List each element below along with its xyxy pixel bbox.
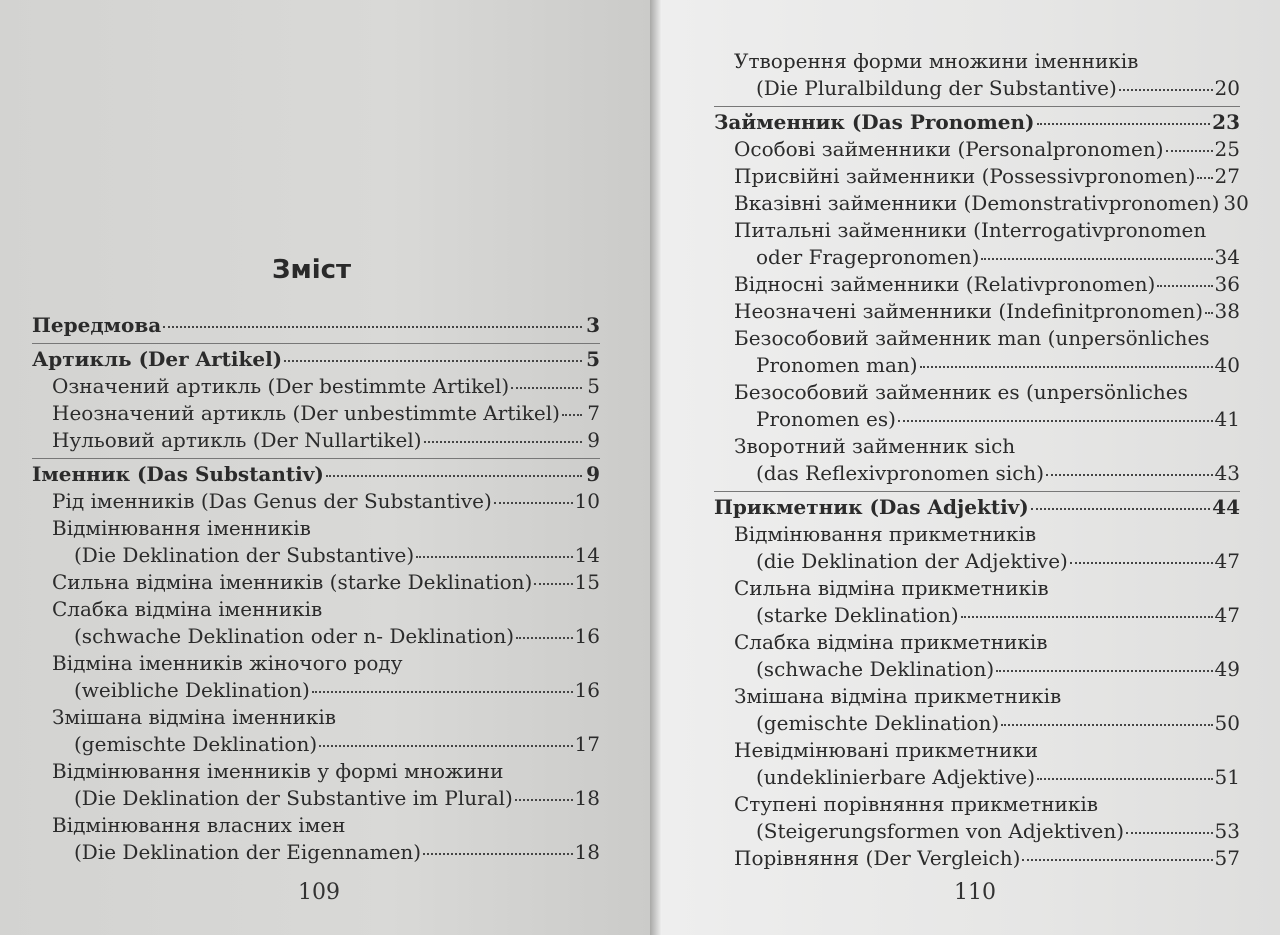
toc-entry-label: Вказівні займенники (Demonstrativpronomen) — [734, 191, 1220, 215]
toc-leader-dots — [319, 745, 572, 747]
toc-entry — [32, 488, 600, 515]
toc-entry-page: 5 — [587, 374, 600, 398]
toc-entry — [714, 602, 1240, 629]
toc-entry — [714, 575, 1240, 602]
toc-entry-label: (Die Deklination der Eigennamen) — [74, 840, 422, 864]
toc-entry-label: Рід іменників (Das Genus der Substantive) — [52, 489, 492, 513]
toc-entry-label: Передмова — [32, 313, 162, 337]
right-page — [662, 0, 1280, 935]
toc-leader-dots — [1166, 150, 1213, 152]
toc-entry-label: Сильна відміна прикметників — [734, 576, 1049, 600]
toc-entry — [714, 271, 1240, 298]
toc-entry-label: Ступені порівняння прикметників — [734, 792, 1099, 816]
toc-entry — [714, 433, 1240, 460]
toc-entry — [32, 569, 600, 596]
toc-entry-label: Pronomen es) — [756, 407, 896, 431]
toc-entry — [714, 190, 1249, 217]
toc-leader-dots — [326, 475, 582, 477]
toc-entry-label: (undeklinierbare Adjektive) — [756, 765, 1036, 789]
toc-entry — [32, 596, 600, 623]
toc-entry — [714, 298, 1240, 325]
toc-entry — [714, 764, 1240, 791]
toc-entry — [714, 75, 1240, 102]
toc-entry-page: 23 — [1212, 110, 1240, 134]
toc-entry — [714, 460, 1240, 487]
toc-leader-dots — [516, 637, 572, 639]
toc-entry-page: 27 — [1214, 164, 1240, 188]
toc-entry — [714, 379, 1240, 406]
toc-entry-label: Слабка відміна прикметників — [734, 630, 1048, 654]
toc-entry-page: 30 — [1223, 191, 1249, 215]
toc-entry — [32, 677, 600, 704]
toc-entry — [32, 427, 600, 454]
toc-entry-page: 53 — [1214, 819, 1240, 843]
toc-entry-label: (starke Deklination) — [756, 603, 959, 627]
toc-leader-dots — [515, 799, 573, 801]
toc-leader-dots — [423, 853, 572, 855]
toc-entry-label: Безособовий займенник man (unpersönliches — [734, 326, 1210, 350]
toc-entry-label: Відмінювання прикметників — [734, 522, 1037, 546]
toc-entry — [714, 163, 1240, 190]
toc-entry-page: 41 — [1214, 407, 1240, 431]
toc-entry-label: Питальні займенники (Interrogativpronomen — [734, 218, 1207, 242]
toc-entry — [714, 845, 1240, 872]
toc-list-left — [32, 312, 600, 866]
toc-leader-dots — [511, 387, 582, 389]
toc-entry-page: 57 — [1214, 846, 1240, 870]
toc-leader-dots — [1046, 474, 1212, 476]
toc-entry-page: 40 — [1214, 353, 1240, 377]
toc-entry-label: Іменник (Das Substantiv) — [32, 462, 324, 486]
toc-entry — [32, 373, 600, 400]
toc-entry-page: 44 — [1212, 495, 1240, 519]
toc-leader-dots — [562, 414, 582, 416]
toc-entry-page: 47 — [1214, 603, 1240, 627]
toc-entry-page: 20 — [1214, 76, 1240, 100]
toc-entry — [32, 812, 600, 839]
toc-entry — [714, 244, 1240, 271]
toc-entry-label: Прикметник (Das Adjektiv) — [714, 495, 1029, 519]
toc-entry-label: Утворення форми множини іменників — [734, 49, 1139, 73]
toc-entry — [714, 710, 1240, 737]
toc-entry — [714, 406, 1240, 433]
toc-entry-page: 7 — [587, 401, 600, 425]
toc-entry-page: 9 — [586, 462, 600, 486]
toc-leader-dots — [1031, 508, 1210, 510]
toc-entry-label: (schwache Deklination) — [756, 657, 995, 681]
toc-leader-dots — [494, 502, 573, 504]
toc-entry — [714, 737, 1240, 764]
toc-entry — [32, 343, 600, 373]
toc-entry-label: Неозначені займенники (Indefinitpronomen) — [734, 299, 1204, 323]
toc-entry-label: (weibliche Deklination) — [74, 678, 310, 702]
toc-entry — [32, 623, 600, 650]
toc-entry — [32, 839, 600, 866]
page-number-right: 110 — [954, 880, 996, 905]
toc-entry — [32, 650, 600, 677]
toc-entry-page: 18 — [574, 840, 600, 864]
toc-entry-label: Безособовий займенник es (unpersönliches — [734, 380, 1188, 404]
toc-entry-page: 34 — [1214, 245, 1240, 269]
toc-entry-label: (Die Deklination der Substantive) — [74, 543, 415, 567]
toc-leader-dots — [1126, 832, 1212, 834]
toc-entry — [714, 136, 1240, 163]
toc-entry-label: (gemischte Deklination) — [74, 732, 318, 756]
page-number-left: 109 — [298, 880, 340, 905]
toc-entry-page: 50 — [1214, 711, 1240, 735]
toc-entry-label: Займенник (Das Pronomen) — [714, 110, 1035, 134]
book-gutter — [650, 0, 662, 935]
toc-entry-page: 18 — [574, 786, 600, 810]
toc-list-right — [714, 48, 1249, 872]
toc-leader-dots — [1205, 312, 1213, 314]
toc-entry-label: (das Reflexivpronomen sich) — [756, 461, 1045, 485]
toc-entry — [714, 48, 1240, 75]
toc-entry — [714, 818, 1240, 845]
toc-entry — [714, 791, 1240, 818]
toc-entry-page: 15 — [574, 570, 600, 594]
toc-entry-page: 3 — [586, 313, 600, 337]
toc-leader-dots — [312, 691, 573, 693]
toc-leader-dots — [1070, 562, 1213, 564]
toc-entry — [714, 352, 1240, 379]
toc-entry-label: Сильна відміна іменників (starke Deklination) — [52, 570, 533, 594]
toc-leader-dots — [163, 326, 582, 328]
toc-entry-label: Відміна іменників жіночого роду — [52, 651, 403, 675]
toc-entry-label: Зворотний займенник sich — [734, 434, 1016, 458]
toc-entry-page: 14 — [574, 543, 600, 567]
toc-entry-label: Змішана відміна прикметників — [734, 684, 1062, 708]
toc-entry-page: 36 — [1214, 272, 1240, 296]
toc-entry-page: 51 — [1214, 765, 1240, 789]
toc-leader-dots — [898, 420, 1213, 422]
toc-leader-dots — [1001, 724, 1212, 726]
toc-entry-label: (Die Pluralbildung der Substantive) — [756, 76, 1117, 100]
toc-entry-label: Відмінювання іменників у формі множини — [52, 759, 504, 783]
toc-leader-dots — [1157, 285, 1212, 287]
toc-entry-page: 38 — [1214, 299, 1240, 323]
toc-leader-dots — [534, 583, 572, 585]
toc-title: Зміст — [272, 255, 352, 285]
toc-entry-label: Слабка відміна іменників — [52, 597, 323, 621]
toc-entry — [32, 542, 600, 569]
toc-entry — [32, 458, 600, 488]
toc-entry-label: (Die Deklination der Substantive im Plural) — [74, 786, 513, 810]
toc-entry-label: (die Deklination der Adjektive) — [756, 549, 1068, 573]
toc-leader-dots — [1197, 177, 1212, 179]
toc-leader-dots — [1022, 859, 1212, 861]
toc-entry — [32, 731, 600, 758]
toc-entry-page: 5 — [586, 347, 600, 371]
toc-leader-dots — [284, 360, 582, 362]
toc-entry-page: 25 — [1214, 137, 1240, 161]
toc-entry-label: Нульовий артикль (Der Nullartikel) — [52, 428, 422, 452]
toc-entry — [714, 491, 1240, 521]
toc-entry-page: 16 — [574, 624, 600, 648]
toc-entry — [714, 683, 1240, 710]
toc-leader-dots — [961, 616, 1213, 618]
toc-entry — [714, 521, 1240, 548]
toc-entry-page: 10 — [574, 489, 600, 513]
toc-entry — [714, 325, 1240, 352]
toc-entry — [32, 515, 600, 542]
toc-entry-label: Присвійні займенники (Possessivpronomen) — [734, 164, 1196, 188]
toc-entry-label: Особові займенники (Personalpronomen) — [734, 137, 1164, 161]
toc-entry — [714, 656, 1240, 683]
toc-entry — [32, 400, 600, 427]
toc-entry-label: (schwache Deklination oder n- Deklination) — [74, 624, 515, 648]
toc-entry — [32, 785, 600, 812]
toc-entry — [32, 758, 600, 785]
toc-entry — [32, 704, 600, 731]
toc-entry-page: 9 — [587, 428, 600, 452]
toc-leader-dots — [1037, 778, 1213, 780]
toc-entry-page: 16 — [574, 678, 600, 702]
toc-entry-page: 43 — [1214, 461, 1240, 485]
toc-entry-label: Порівняння (Der Vergleich) — [734, 846, 1021, 870]
toc-entry-label: Змішана відміна іменників — [52, 705, 337, 729]
toc-entry-page: 47 — [1214, 549, 1240, 573]
toc-entry-label: Pronomen man) — [756, 353, 918, 377]
toc-entry — [714, 217, 1240, 244]
toc-entry-label: Відмінювання власних імен — [52, 813, 346, 837]
toc-entry-page: 49 — [1214, 657, 1240, 681]
toc-leader-dots — [996, 670, 1212, 672]
toc-leader-dots — [981, 258, 1212, 260]
toc-entry — [714, 548, 1240, 575]
toc-entry — [32, 312, 600, 339]
toc-entry-label: oder Fragepronomen) — [756, 245, 980, 269]
toc-leader-dots — [424, 441, 582, 443]
toc-leader-dots — [416, 556, 572, 558]
toc-entry-label: Означений артикль (Der bestimmte Artikel) — [52, 374, 510, 398]
toc-leader-dots — [1037, 123, 1211, 125]
toc-entry-page: 17 — [574, 732, 600, 756]
toc-entry — [714, 629, 1240, 656]
toc-entry — [714, 106, 1240, 136]
toc-entry-label: (gemischte Deklination) — [756, 711, 1000, 735]
toc-leader-dots — [1119, 89, 1213, 91]
toc-entry-label: (Steigerungsformen von Adjektiven) — [756, 819, 1125, 843]
toc-entry-label: Відносні займенники (Relativpronomen) — [734, 272, 1156, 296]
toc-entry-label: Артикль (Der Artikel) — [32, 347, 283, 371]
toc-leader-dots — [920, 366, 1213, 368]
toc-entry-label: Неозначений артикль (Der unbestimmte Artikel) — [52, 401, 560, 425]
toc-entry-label: Відмінювання іменників — [52, 516, 311, 540]
toc-entry-label: Невідмінювані прикметники — [734, 738, 1039, 762]
